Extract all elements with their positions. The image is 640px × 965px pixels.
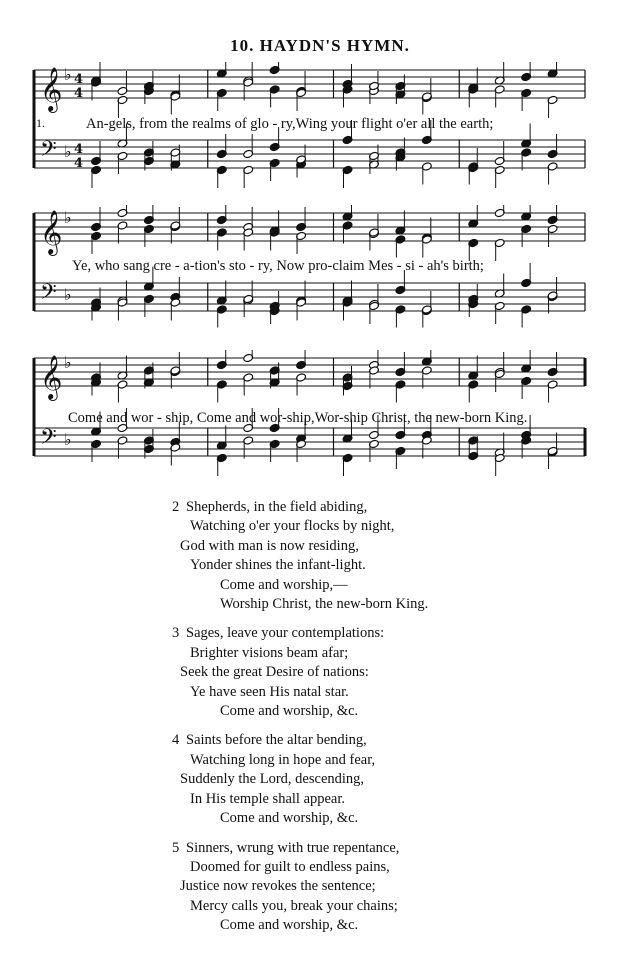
stanza-line: In His temple shall appear. [190, 790, 346, 807]
stanza-4 [172, 731, 512, 828]
lyrics-line-2: Ye, who sang cre - a-tion's sto - ry, Now pro-claim Mes - si - ah's birth; [72, 258, 484, 274]
stanza-line: Sinners, wrung with true repentance, [186, 839, 400, 856]
bass-clef-icon: 𝄢 [40, 425, 57, 455]
stanza-line: Come and worship,— [220, 576, 348, 593]
stanza-line: Come and worship, &c. [220, 703, 359, 720]
stanza-line: Saints before the altar bending, [186, 732, 367, 749]
stanza-line: Shepherds, in the field abiding, [186, 499, 368, 515]
time-signature-icon: 4 [74, 72, 84, 87]
bass-clef-icon: 𝄢 [40, 280, 57, 310]
verse-number: 1. [36, 116, 45, 130]
stanza-line: Seek the great Desire of nations: [180, 664, 369, 681]
flat-key-signature-icon: ♭ [64, 142, 72, 161]
flat-key-signature-icon: ♭ [64, 208, 72, 227]
stanza-number: 2 [172, 499, 180, 515]
hymn-title: 10. HAYDN'S HYMN. [230, 36, 410, 55]
bass-clef-icon: 𝄢 [40, 137, 57, 167]
time-signature-icon: 4 [74, 86, 84, 101]
stanza-number: 4 [172, 732, 180, 749]
stanza-line: Watching long in hope and fear, [190, 751, 376, 768]
flat-key-signature-icon: ♭ [64, 65, 72, 84]
treble-clef-icon: 𝄞 [40, 210, 63, 254]
flat-key-signature-icon: ♭ [64, 285, 72, 304]
stanza-line: Yonder shines the infant-light. [190, 557, 366, 574]
stanza-line: Come and worship, &c. [220, 917, 359, 934]
stanza-line: Sages, leave your contemplations: [186, 625, 385, 642]
stanza-3 [172, 624, 512, 721]
lyrics-line-1: An-gels, from the realms of glo - ry,Wing your flight o'er all the earth; [86, 116, 494, 132]
flat-key-signature-icon: ♭ [64, 353, 72, 372]
time-signature-icon: 4 [74, 142, 84, 157]
stanza-number: 5 [172, 839, 180, 856]
stanza-number: 3 [172, 625, 180, 642]
stanza-line: God with man is now residing, [180, 537, 359, 554]
stanza-line: Brighter visions beam afar; [190, 644, 349, 661]
time-signature-icon: 4 [74, 156, 84, 171]
stanza-line: Mercy calls you, break your chains; [190, 897, 398, 914]
stanza-2 [172, 498, 512, 614]
treble-clef-icon: 𝄞 [40, 355, 63, 399]
stanza-line: Suddenly the Lord, descending, [180, 771, 365, 788]
stanza-line: Justice now revokes the sentence; [180, 878, 376, 895]
stanza-line: Come and worship, &c. [220, 810, 359, 827]
lyrics-line-3: Come and wor - ship, Come and wor-ship,Wor-ship Christ, the new-born King. [68, 410, 528, 426]
stanza-line: Ye have seen His natal star. [190, 683, 349, 700]
stanza-line: Watching o'er your flocks by night, [190, 518, 395, 535]
treble-clef-icon: 𝄞 [40, 67, 63, 111]
stanzas [172, 498, 512, 946]
stanza-line: Worship Christ, the new-born King. [220, 596, 429, 613]
stanza-5 [172, 839, 512, 936]
stanza-line: Doomed for guilt to endless pains, [190, 858, 390, 875]
flat-key-signature-icon: ♭ [64, 430, 72, 449]
